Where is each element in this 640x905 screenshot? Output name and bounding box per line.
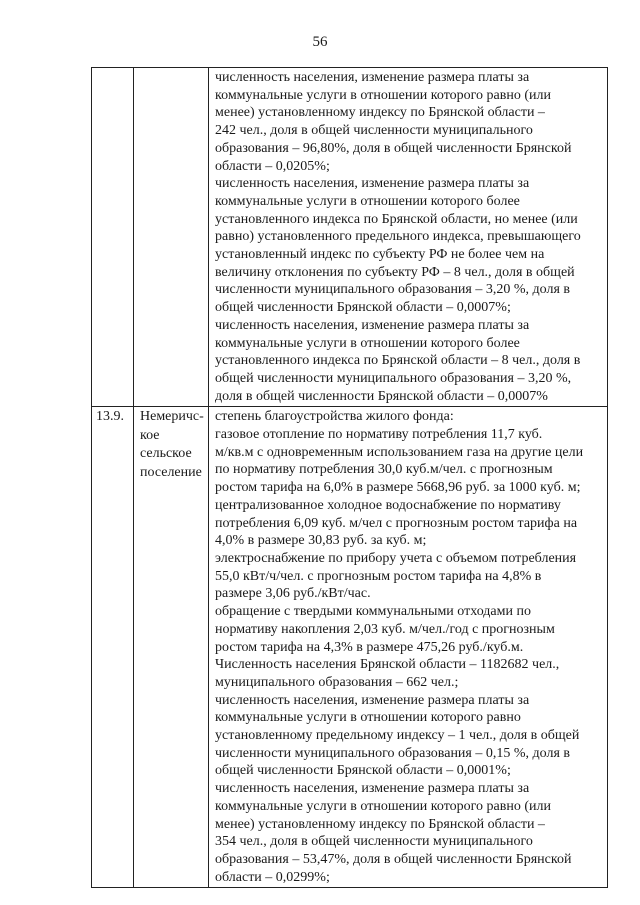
description-line: размере 3,06 руб./кВт/час. (215, 586, 371, 602)
description-line: муниципального образования – 662 чел.; (215, 674, 459, 690)
municipality-name-line: Немеричс- (140, 409, 204, 425)
description-line: равно) установленного предельного индекса, превышающего (215, 229, 581, 245)
document-table (91, 67, 608, 888)
description-line: установленному предельному индексу – 1 чел., доля в общей (215, 728, 580, 744)
description-line: по нормативу потребления 30,0 куб.м/чел. с прогнозным (215, 462, 553, 478)
description-line: установленного индекса по Брянской области, но менее (или (215, 211, 578, 227)
description-line: коммунальные услуги в отношении которого равно (или (215, 87, 551, 103)
description-line: степень благоустройства жилого фонда: (215, 409, 454, 425)
description-line: численность населения, изменение размера платы за (215, 176, 530, 192)
description-line: Численность населения Брянской области – 1182682 чел., (215, 657, 560, 673)
description-cell (209, 68, 608, 407)
description-line: 354 чел., доля в общей численности муниципального (215, 834, 533, 850)
description-line: образования – 96,80%, доля в общей численности Брянской (215, 140, 572, 156)
row-number-cell (92, 407, 134, 888)
description-line: установленный индекс по субъекту РФ не более чем на (215, 247, 545, 263)
description-cell (209, 407, 608, 888)
description-line: установленного индекса по Брянской области – 8 чел., доля в (215, 353, 581, 369)
description-line: величину отклонения по субъекту РФ – 8 чел., доля в общей (215, 264, 575, 280)
description-line: численность населения, изменение размера платы за (215, 317, 530, 333)
description-line: ростом тарифа на 6,0% в размере 5668,96 руб. за 1000 куб. м; (215, 480, 581, 496)
page-number: 56 (312, 34, 328, 50)
description-line: 55,0 кВт/ч/чел. с прогнозным ростом тарифа на 4,8% в (215, 568, 542, 584)
description-line: менее) установленному индексу по Брянской области – (215, 105, 545, 121)
table-row (92, 407, 608, 888)
description-line: численность населения, изменение размера платы за (215, 781, 530, 797)
description-line: коммунальные услуги в отношении которого более (215, 193, 520, 209)
description-line: общей численности Брянской области – 0,0007%; (215, 300, 511, 316)
description-line: менее) установленному индексу по Брянской области – (215, 816, 545, 832)
description-line: электроснабжение по прибору учета с объемом потребления (215, 550, 577, 566)
description-line: централизованное холодное водоснабжение по нормативу (215, 497, 561, 513)
description-line: коммунальные услуги в отношении которого равно (215, 710, 521, 726)
description-line: ростом тарифа на 4,3% в размере 475,26 руб./куб.м. (215, 639, 524, 655)
municipality-name-cell (134, 68, 209, 407)
description-line: 4,0% в размере 30,83 руб. за куб. м; (215, 533, 427, 549)
table-row (92, 68, 608, 407)
municipality-name-cell (134, 407, 209, 888)
description-line: м/кв.м с одновременным использованием газа на другие цели (215, 444, 584, 460)
description-line: численности муниципального образования – 3,20 %, доля в (215, 282, 571, 298)
description-line: газовое отопление по нормативу потребления 11,7 куб. (215, 427, 543, 443)
description-line: потребления 6,09 куб. м/чел с прогнозным ростом тарифа на (215, 515, 578, 531)
municipality-name-line: поселение (140, 464, 202, 480)
description-line: нормативу накопления 2,03 куб. м/чел./год с прогнозным (215, 621, 555, 637)
description-line: численность населения, изменение размера платы за (215, 692, 530, 708)
description-line: обращение с твердыми коммунальными отходами по (215, 604, 531, 620)
municipality-name-line: кое (140, 427, 160, 443)
description-line: образования – 53,47%, доля в общей численности Брянской (215, 851, 572, 867)
row-number: 13.9. (96, 409, 124, 425)
description-line: численности муниципального образования – 0,15 %, доля в (215, 745, 571, 761)
description-line: коммунальные услуги в отношении которого равно (или (215, 798, 551, 814)
description-line: области – 0,0299%; (215, 869, 330, 885)
description-line: численность населения, изменение размера платы за (215, 70, 530, 85)
description-line: доля в общей численности Брянской области – 0,0007% (215, 388, 548, 404)
description-line: коммунальные услуги в отношении которого более (215, 335, 520, 351)
municipality-name-line: сельское (140, 446, 192, 462)
description-line: области – 0,0205%; (215, 158, 330, 174)
row-number-cell (92, 68, 134, 407)
description-line: 242 чел., доля в общей численности муниципального (215, 123, 533, 139)
description-line: общей численности муниципального образования – 3,20 %, (215, 370, 572, 386)
description-line: общей численности Брянской области – 0,0001%; (215, 763, 511, 779)
